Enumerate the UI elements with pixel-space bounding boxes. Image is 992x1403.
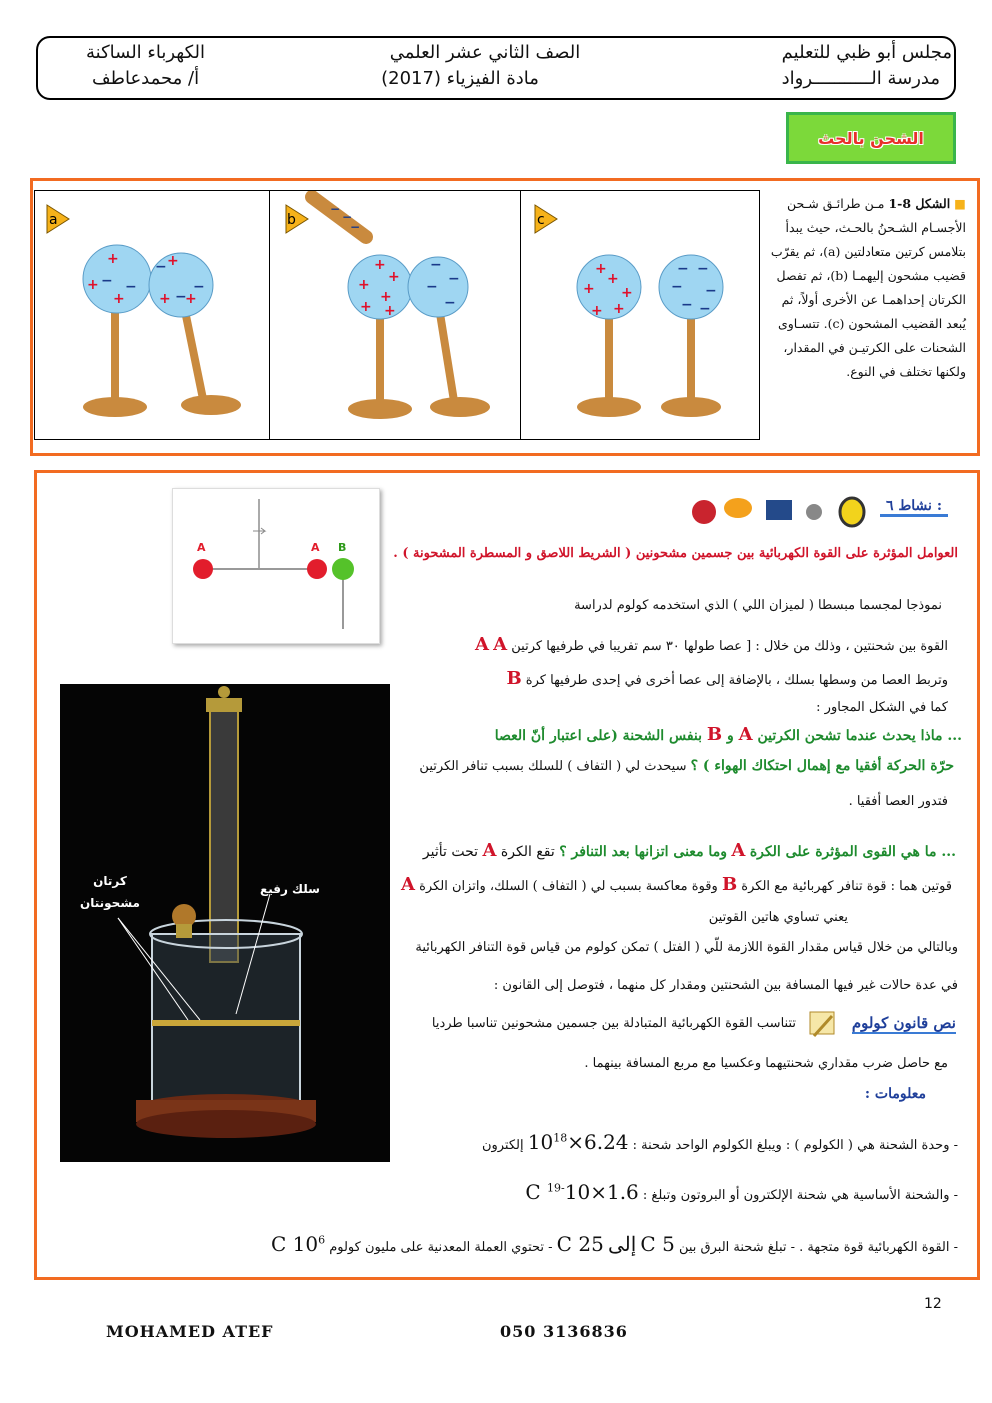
svg-text:−: − <box>350 220 361 234</box>
info-title: معلومات : <box>864 1086 926 1102</box>
answer-text: سيحدث لي ( التفاف ) للسلك بسبب تنافر الكرتين <box>419 759 687 774</box>
ball-b-label: B <box>506 668 522 689</box>
caption-line: الأجسـام الشـحنُ بالحـث، حيث يبدأ <box>785 220 966 235</box>
svg-text:−: − <box>677 261 689 277</box>
figure-panel-c <box>521 191 761 439</box>
svg-text:−: − <box>705 283 717 299</box>
para-text: وتربط العصا من وسطها بسلك ، بالإضافة إلى عصا أخرى في إحدى طرفيها كرة <box>525 673 948 688</box>
caption-line: الشحنات على الكرتيـن في المقدار، <box>783 340 966 355</box>
induction-diagram-a <box>35 191 269 439</box>
law-title: نص قانون كولوم <box>851 1014 956 1032</box>
para1-line1 <box>475 634 948 655</box>
answer-text: تقع الكرة <box>500 844 555 860</box>
answer-text: وقوة معاكسة بسبب لي ( التفاف ) السلك، واتزان الكرة <box>419 879 718 894</box>
page-number: 12 <box>924 1296 942 1312</box>
induction-diagram-b <box>270 191 520 439</box>
question2-line1 <box>423 840 956 861</box>
caption-line: قضيب مشحون إليهمـا (b)، ثم تفصل <box>776 268 966 283</box>
law-line1: تتناسب القوة الكهربائية المتبادلة بين جسمين مشحونين تناسبا طرديا <box>431 1016 796 1031</box>
activity-badge: نشاط ٦ : <box>880 498 948 517</box>
question-text: ... ما هي القوى المؤثرة على الكرة <box>749 844 956 860</box>
header-subject: مادة الفيزياء (2017) <box>381 68 539 89</box>
caption-line: ولكنها تختلف في النوع. <box>846 364 966 379</box>
question1-line2 <box>419 758 954 774</box>
svg-text:+: + <box>613 301 625 317</box>
svg-text:+: + <box>87 277 99 293</box>
photo-label-thin-wire: سلك رفيع <box>260 882 320 896</box>
activity-intro: العوامل المؤثرة على القوة الكهربائية بين جسمين مشحونين ( الشريط اللاصق و المسطرة المشحونة ) . <box>393 546 958 561</box>
svg-text:−: − <box>155 259 167 275</box>
torsion-balance-diagram <box>172 488 380 644</box>
svg-text:−: − <box>430 257 442 273</box>
elementary-charge <box>525 1180 638 1204</box>
caption-line: يُبعد القضيب المشحون (c). تتسـاوى <box>777 316 966 331</box>
ball-a-label: A <box>738 724 753 745</box>
svg-text:+: + <box>107 251 119 267</box>
ball-b-label: B <box>721 874 738 895</box>
para1-line3: كما في الشكل المجاور : <box>816 700 948 715</box>
diagram-label-a: A <box>197 541 206 554</box>
sci-exp: -19 <box>547 1181 565 1195</box>
sci-unit: C <box>270 1232 287 1256</box>
sci-exp: 6 <box>318 1233 326 1247</box>
info-line1 <box>482 1130 958 1154</box>
svg-text:−: − <box>193 279 205 295</box>
figure-panels <box>34 190 760 440</box>
header-unit: الكهرباء الساكنة <box>86 42 206 63</box>
svg-text:−: − <box>671 279 683 295</box>
figure-panel-b <box>270 191 521 439</box>
svg-text:+: + <box>185 291 197 307</box>
sci-exp: 18 <box>553 1131 568 1145</box>
answer1-line2: فتدور العصا أفقيا . <box>848 794 948 809</box>
svg-text:+: + <box>595 261 607 277</box>
svg-text:−: − <box>681 297 693 313</box>
svg-text:−: − <box>125 279 137 295</box>
ball-a-label: A <box>482 840 497 861</box>
question-text: بنفس الشحنة (على اعتبار أنّ العصا <box>494 728 703 744</box>
answer2-line1 <box>401 874 952 895</box>
caption-line: مـن طرائـق شـحن <box>787 196 885 211</box>
sci-unit: C <box>525 1180 541 1204</box>
svg-text:+: + <box>159 291 171 307</box>
svg-text:+: + <box>621 285 633 301</box>
question-text: ... ماذا يحدث عندما تشحن الكرتين <box>757 728 962 744</box>
question-text: حرّة الحركة أفقيا مع إهمال احتكاك الهواء ) ؟ <box>690 758 954 774</box>
activity-badge-row <box>690 494 954 528</box>
svg-text:+: + <box>380 289 392 305</box>
figure-panel-a <box>35 191 270 439</box>
diagram-label-a: A <box>311 541 320 554</box>
info-text: إلى <box>607 1232 637 1256</box>
info-text: - والشحنة الأساسية هي شحنة الإلكترون أو البروتون وتبلغ : <box>642 1188 958 1203</box>
para2-line1: وبالتالي من خلال قياس مقدار القوة اللازمة للّي ( الفتل ) تمكن كولوم من قياس قوة التنافر الكهربائية <box>415 940 958 955</box>
svg-text:−: − <box>426 279 438 295</box>
coulomb-apparatus-photo <box>60 684 390 1162</box>
info-text: - القوة الكهربائية قوة متجهة . - تبلغ شحنة البرق بين <box>678 1240 958 1255</box>
svg-text:−: − <box>330 202 341 216</box>
ball-b-label: B <box>706 724 723 745</box>
svg-text:−: − <box>342 210 353 224</box>
svg-text:−: − <box>697 261 709 277</box>
caption-line: الكرتان إحداهمـا عن الأخرى أولاً، ثم <box>781 292 966 307</box>
panel-label-b: b <box>287 212 296 228</box>
info-unit: إلكترون <box>481 1138 524 1153</box>
info-text: - تحتوي العملة المعدنية على مليون كولوم <box>329 1240 553 1255</box>
ball-a-label: A <box>731 840 746 861</box>
induction-diagram-c <box>521 191 761 439</box>
question1-line1: ... ماذا يحدث عندما تشحن الكرتين A و B بنفس الشحنة (على اعتبار أنّ العصا <box>494 724 962 745</box>
svg-text:−: − <box>448 271 460 287</box>
svg-text:−: − <box>699 301 711 317</box>
svg-text:+: + <box>591 303 603 319</box>
sci-value: 10 <box>292 1232 319 1256</box>
ball-a-label: A <box>475 634 490 655</box>
svg-text:+: + <box>360 299 372 315</box>
info-text: - وحدة الشحنة هي ( الكولوم ) : ويبلغ الكولوم الواحد شحنة : <box>632 1138 958 1153</box>
electrons-per-coulomb <box>528 1130 629 1154</box>
section-title-box <box>786 112 956 164</box>
svg-text:−: − <box>175 289 187 305</box>
figure-caption-label: الشكل 8-1 <box>888 196 951 211</box>
svg-text:−: − <box>444 295 456 311</box>
svg-text:+: + <box>384 303 396 319</box>
header-council: مجلس أبو ظبي للتعليم <box>781 42 952 63</box>
header-school: مدرسة الـــــــــــرواد <box>781 68 940 89</box>
notebook-icon <box>806 1008 838 1040</box>
svg-text:+: + <box>607 271 619 287</box>
answer-text: قوتين هما : قوة تنافر كهربائية مع الكرة <box>741 879 952 894</box>
info-line2 <box>525 1180 958 1204</box>
coin-charge <box>271 1232 325 1256</box>
header-teacher: أ/ محمدعاطف <box>92 68 200 89</box>
lightning-charge-max: 25 C <box>556 1232 604 1256</box>
para-text: القوة بين شحنتين ، وذلك من خلال : [ عصا طولها ٣٠ سم تفريبا في طرفيها كرتين <box>511 639 948 654</box>
svg-text:+: + <box>388 269 400 285</box>
lightning-charge-min: 5 C <box>640 1232 675 1256</box>
diagram-label-b: B <box>338 541 347 554</box>
sci-value: 6.24×10 <box>527 1130 629 1154</box>
panel-label-c: c <box>537 212 545 228</box>
answer-text: تحت تأثير <box>422 844 479 860</box>
svg-text:−: − <box>101 273 113 289</box>
info-line3 <box>271 1232 958 1256</box>
section-title: الشحن بالحث <box>818 128 924 148</box>
answer2-line2: يعني تساوي هاتين القوتين <box>708 910 848 925</box>
panel-label-a: a <box>49 212 58 228</box>
svg-text:+: + <box>358 277 370 293</box>
question-text: وما معنى اتزانها بعد التنافر ؟ <box>559 844 727 860</box>
para1-line2 <box>506 668 948 689</box>
sci-value: 1.6×10 <box>564 1180 639 1204</box>
svg-text:+: + <box>583 281 595 297</box>
ball-a-label: A <box>400 874 415 895</box>
svg-text:+: + <box>167 253 179 269</box>
para2-line2: في عدة حالات غير فيها المسافة بين الشحنتين ومقدار كل منهما ، فتوصل إلى القانون : <box>493 978 958 993</box>
caption-line: بتلامس كرتين متعادلتين (a)، ثم يقرّب <box>770 244 966 259</box>
ball-a-label: A <box>493 634 508 655</box>
photo-label: مشحونتان <box>80 896 140 910</box>
svg-text:+: + <box>374 257 386 273</box>
photo-label-charged-balls <box>80 870 140 914</box>
header-grade: الصف الثاني عشر العلمي <box>389 42 581 63</box>
model-line: نموذجا لمجسما مبسطا ( لميزان اللي ) الذي استخدمه كولوم لدراسة <box>574 598 942 613</box>
photo-label: كرتان <box>93 874 127 888</box>
svg-text:+: + <box>113 291 125 307</box>
figure-caption: ■ الشكل 8-1 مـن طرائـق شـحن الأجسـام الشـحنُ بالحـث، حيث يبدأ بتلامس كرتين متعادلتين (a)، ثم يقرّب قضيب مشحون إليهمـا (b)، ثم تفصل الكرتان إحداهمـا عن الأخرى أولاً، ثم يُبعد القضيب المشحون (c). تتسـاوى الشحنات على الكرتيـن في المقدار، ولكنها تختلف في النوع. <box>766 192 966 384</box>
footer-phone: 050 3136836 <box>500 1322 628 1341</box>
footer-author: MOHAMED ATEF <box>106 1322 274 1341</box>
law-line2: مع حاصل ضرب مقداري شحنتيهما وعكسيا مع مربع المسافة بينهما . <box>584 1056 948 1071</box>
